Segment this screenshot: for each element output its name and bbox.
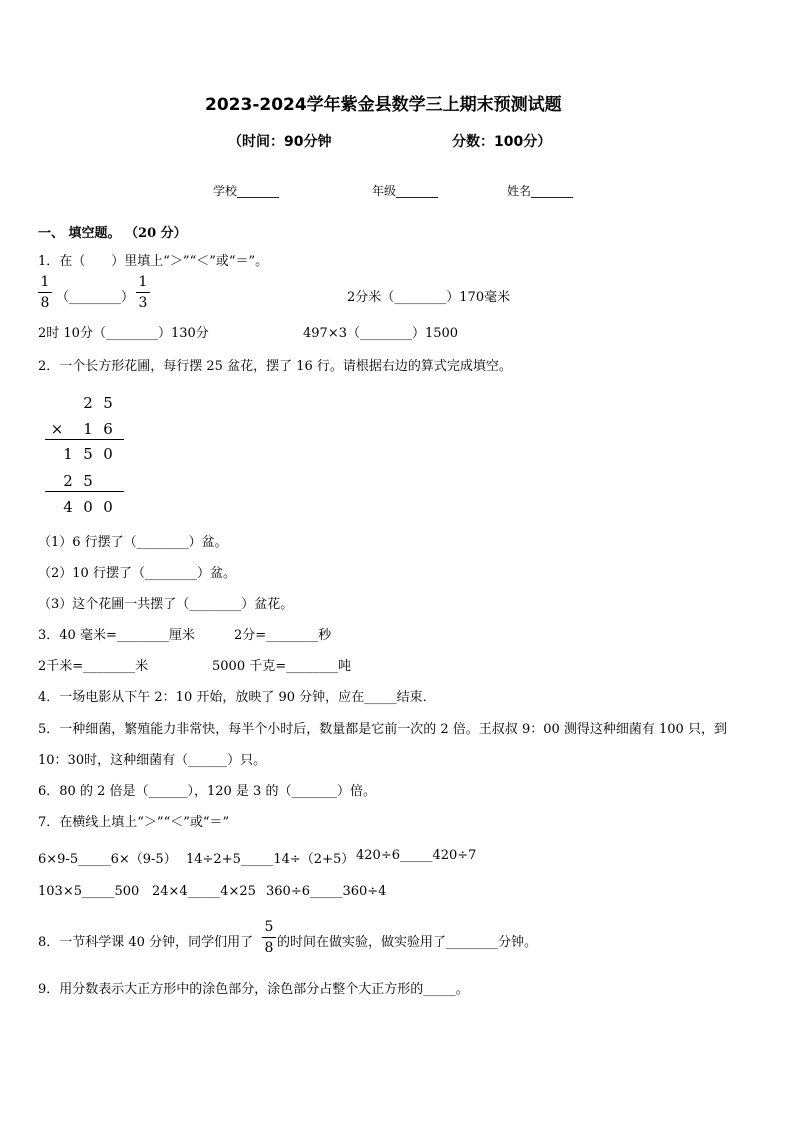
q1-fraction-right [136,273,150,312]
calc-digit: 5 [83,472,93,490]
q7-stem: 7．在横线上填上“＞”“＜”或“＝” [38,815,230,830]
calc-digit: 0 [103,445,113,463]
school-field: 学校_______ [213,184,280,198]
q1-fraction-left [38,273,52,312]
calc-digit: 5 [83,445,93,463]
fraction-bar [262,937,276,938]
calc-digit: 1 [83,420,93,438]
q6-text: 6．80 的 2 倍是（______），120 是 3 的（_______）倍。 [38,784,376,799]
q9-text: 9．用分数表示大正方形中的涂色部分，涂色部分占整个大正方形的_____。 [38,982,469,997]
q2-stem: 2．一个长方形花圃，每行摆 25 盆花，摆了 16 行。请根据右边的算式完成填空。 [38,359,512,374]
q3-c: 2千米=________米 [38,659,149,674]
q4-text: 4．一场电影从下午 2：10 开始，放映了 90 分钟，应在_____结束． [38,690,436,705]
page-title: 2023-2024学年紫金县数学三上期末预测试题 [205,95,562,115]
q7-row2-a: 103×5_____500 [38,884,140,899]
q7-row2-b: 24×4_____4×25 [152,884,256,899]
q3-a: 3．40 毫米=________厘米 [38,628,195,643]
calc-digit: 2 [83,394,93,412]
q8-post: 的时间在做实验，做实验用了________分钟。 [277,935,538,950]
calc-digit: 4 [63,498,73,516]
calc-line [45,439,124,440]
q2-sub2: （2）10 行摆了（________）盆。 [38,566,236,581]
q1-blank-a: （________） [56,290,135,305]
q8-fraction-den: 8 [264,940,274,956]
section-heading: 一、 填空题。 （20 分） [38,226,187,241]
multiply-sign: × [50,420,64,438]
q1-fraction-left-den: 8 [40,295,50,311]
q1-item-c: 2时 10分（________）130分 [38,326,209,341]
q1-fraction-left-num: 1 [40,274,50,290]
calc-digit: 0 [103,498,113,516]
q3-d: 5000 千克=________吨 [212,659,352,674]
q5-line1: 5．一种细菌，繁殖能力非常快，每半个小时后，数量都是它前一次的 2 倍。王叔叔 9：00 测得这种细菌有 100 只，到 [38,722,727,737]
q3-b: 2分=________秒 [234,628,332,643]
calc-digit: 2 [63,472,73,490]
fraction-bar [136,292,150,293]
calc-digit: 1 [63,445,73,463]
q8-fraction [262,918,276,957]
q1-fraction-right-den: 3 [138,295,148,311]
q1-item-d: 497×3（________）1500 [303,326,459,341]
q1-stem: 1．在（ ）里填上“＞”“＜”或“＝”。 [38,254,269,269]
q7-row1-c: 420÷6_____420÷7 [356,848,477,863]
q2-sub3: （3）这个花圃一共摆了（________）盆花。 [38,597,294,612]
fraction-bar [38,292,52,293]
q8-pre: 8．一节科学课 40 分钟，同学们用了 [38,935,254,950]
q7-row1-b: 14÷2+5_____14÷（2+5） [186,852,355,867]
q5-line2: 10：30时，这种细菌有（______）只。 [38,753,267,768]
exam-score: 分数：100分） [452,134,552,150]
q7-row1-a: 6×9-5_____6×（9-5） [38,852,177,867]
calc-digit: 0 [83,498,93,516]
calc-line [45,491,124,492]
calc-digit: 6 [103,420,113,438]
name-field: 姓名_______ [507,184,574,198]
q7-row2-c: 360÷6_____360÷4 [266,884,387,899]
q1-fraction-right-num: 1 [138,274,148,290]
q1-item-b: 2分米（________）170毫米 [347,290,511,305]
q8-fraction-num: 5 [264,919,274,935]
q2-sub1: （1）6 行摆了（________）盆。 [38,535,228,550]
calc-digit: 5 [103,394,113,412]
grade-field: 年级_______ [372,184,439,198]
exam-time: （时间：90分钟 [228,134,332,150]
